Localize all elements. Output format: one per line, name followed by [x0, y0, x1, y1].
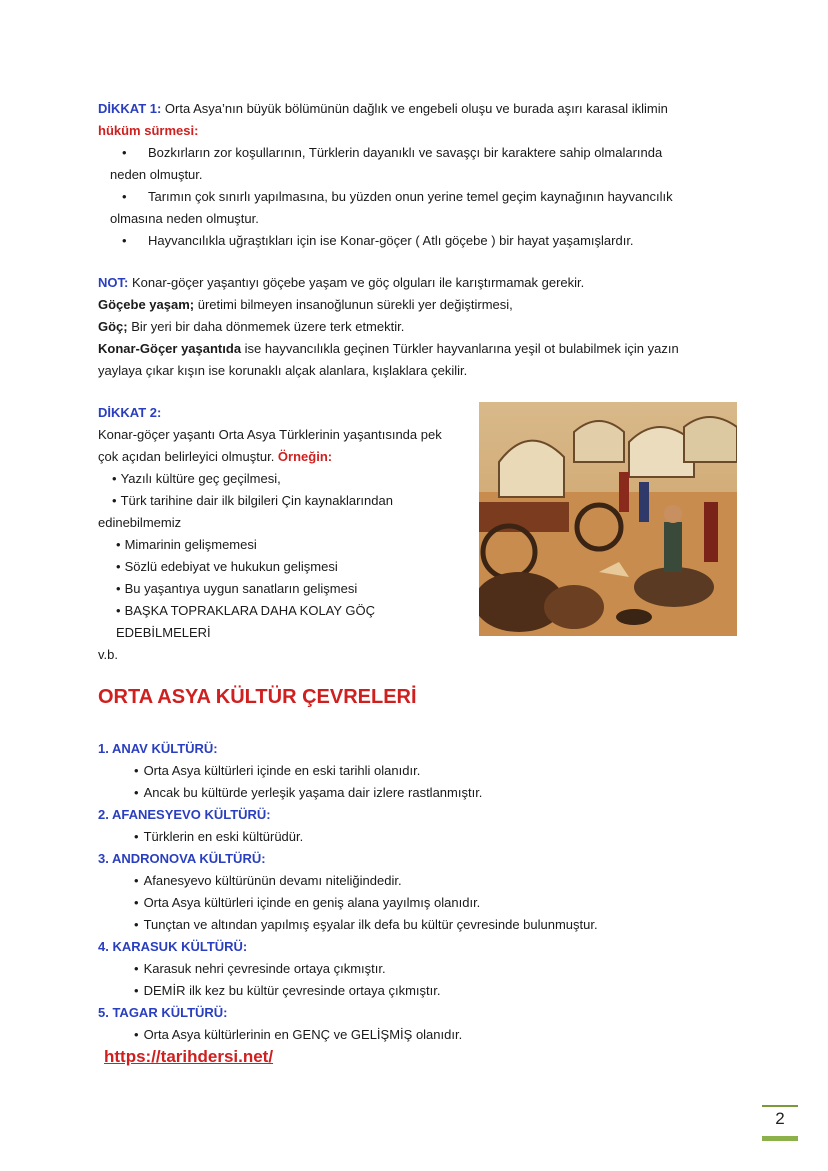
- list-item: • Orta Asya kültürleri içinde en eski tarihli olanıdır.: [134, 763, 421, 778]
- dikkat-1-red-text: hüküm sürmesi:: [98, 123, 199, 138]
- list-item: • Tunçtan ve altından yapılmış eşyalar ilk defa bu kültür çevresinde bulunmuştur.: [134, 917, 598, 932]
- list-item: • Orta Asya kültürlerinin en GENÇ ve GELİŞMİŞ olanıdır.: [134, 1027, 463, 1042]
- list-item: • Karasuk nehri çevresinde ortaya çıkmıştır.: [134, 961, 386, 976]
- dikkat-1-section: [98, 98, 738, 252]
- dikkat-2-bullet-1: • Yazılı kültüre geç geçilmesi,: [112, 471, 281, 486]
- dikkat-1-label: DİKKAT 1:: [98, 101, 162, 116]
- dikkat-2-line-2-text: çok açıdan belirleyici olmuştur.: [98, 449, 278, 464]
- dikkat-2-bullet-2: • Türk tarihine dair ilk bilgileri Çin kaynaklarından: [112, 493, 393, 508]
- page-number-box: [762, 1105, 798, 1137]
- cultures-list: [98, 738, 738, 1046]
- list-item: • Afanesyevo kültürünün devamı niteliğindedir.: [134, 873, 402, 888]
- page-number: 2: [775, 1109, 785, 1128]
- dikkat-2-bullet-4: • Sözlü edebiyat ve hukukun gelişmesi: [116, 559, 338, 574]
- gocebe-text: üretimi bilmeyen insanoğlunun sürekli yer değiştirmesi,: [194, 297, 513, 312]
- dikkat-2-bullet-6-cont: v.b.: [98, 647, 118, 662]
- not-label: NOT:: [98, 275, 129, 290]
- gocebe-label: Göçebe yaşam;: [98, 297, 195, 312]
- dikkat-1-bullet-1-cont: neden olmuştur.: [110, 167, 203, 182]
- konar-line: [98, 338, 738, 360]
- not-section: [98, 272, 738, 382]
- culture-title-anav: 1. ANAV KÜLTÜRÜ:: [98, 741, 218, 756]
- goc-text: Bir yeri bir daha dönmemek üzere terk etmektir.: [127, 319, 405, 334]
- culture-title-andronova: 3. ANDRONOVA KÜLTÜRÜ:: [98, 851, 266, 866]
- list-item: • Orta Asya kültürleri içinde en geniş alana yayılmış olanıdır.: [134, 895, 481, 910]
- culture-title-afanesyevo: 2. AFANESYEVO KÜLTÜRÜ:: [98, 807, 271, 822]
- list-item: • Türklerin en eski kültürüdür.: [134, 829, 304, 844]
- konar-label: Konar-Göçer yaşantıda: [98, 341, 242, 356]
- not-line: [98, 272, 738, 294]
- dikkat-2-bullet-3: • Mimarinin gelişmemesi: [116, 537, 257, 552]
- not-text: Konar-göçer yaşantıyı göçebe yaşam ve göç olguları ile karıştırmamak gerekir.: [128, 275, 585, 290]
- dikkat-1-bullet-3: • Hayvancılıkla uğraştıkları için ise Konar-göçer ( Atlı göçebe ) bir hayat yaşamışlardır.: [98, 230, 738, 252]
- dikkat-2-bullet-6: • BAŞKA TOPRAKLARA DAHA KOLAY GÖÇ EDEBİLMELERİ: [116, 603, 376, 640]
- dikkat-1-bullet-2-cont: olmasına neden olmuştur.: [110, 211, 259, 226]
- dikkat-2-line-1: Konar-göçer yaşantı Orta Asya Türklerinin yaşantısında pek: [98, 427, 442, 442]
- dikkat-1-bullet-2: • Tarımın çok sınırlı yapılmasına, bu yüzden onun yerine temel geçim kaynağının hayvancılık: [98, 186, 738, 208]
- culture-title-karasuk: 4. KARASUK KÜLTÜRÜ:: [98, 939, 248, 954]
- culture-title-tagar: 5. TAGAR KÜLTÜRÜ:: [98, 1005, 228, 1020]
- konar-text-1: ise hayvancılıkla geçinen Türkler hayvanlarına yeşil ot bulabilmek için yazın: [241, 341, 679, 356]
- dikkat-1-bullet-1: • Bozkırların zor koşullarının, Türklerin dayanıklı ve savaşçı bir karaktere sahip olmalarında: [98, 142, 738, 164]
- list-item: • DEMİR ilk kez bu kültür çevresinde ortaya çıkmıştır.: [134, 983, 441, 998]
- page-heading: ORTA ASYA KÜLTÜR ÇEVRELERİ: [98, 686, 417, 708]
- dikkat-2-bullet-2-cont: edinebilmemiz: [98, 515, 182, 530]
- dikkat-2-label: DİKKAT 2:: [98, 405, 162, 420]
- dikkat-1-text: Orta Asya’nın büyük bölümünün dağlık ve engebeli oluşu ve burada aşırı karasal iklimin: [161, 101, 668, 116]
- dikkat-2-line-2: [98, 446, 468, 468]
- page-number-bar: [762, 1136, 798, 1141]
- nomad-camp-illustration: [479, 402, 737, 636]
- dikkat-2-section: [98, 402, 468, 666]
- dikkat-1-intro: [98, 98, 738, 120]
- goc-line: [98, 316, 738, 338]
- dikkat-2-bullet-5: • Bu yaşantıya uygun sanatların gelişmesi: [116, 581, 358, 596]
- konar-line-2: yaylaya çıkar kışın ise korunaklı alçak alanlara, kışlaklara çekilir.: [98, 363, 468, 378]
- ornegin-label: Örneğin:: [277, 449, 333, 464]
- list-item: • Ancak bu kültürde yerleşik yaşama dair izlere rastlanmıştır.: [134, 785, 483, 800]
- gocebe-line: [98, 294, 738, 316]
- goc-label: Göç;: [98, 319, 128, 334]
- website-link[interactable]: https://tarihdersi.net/: [104, 1047, 274, 1066]
